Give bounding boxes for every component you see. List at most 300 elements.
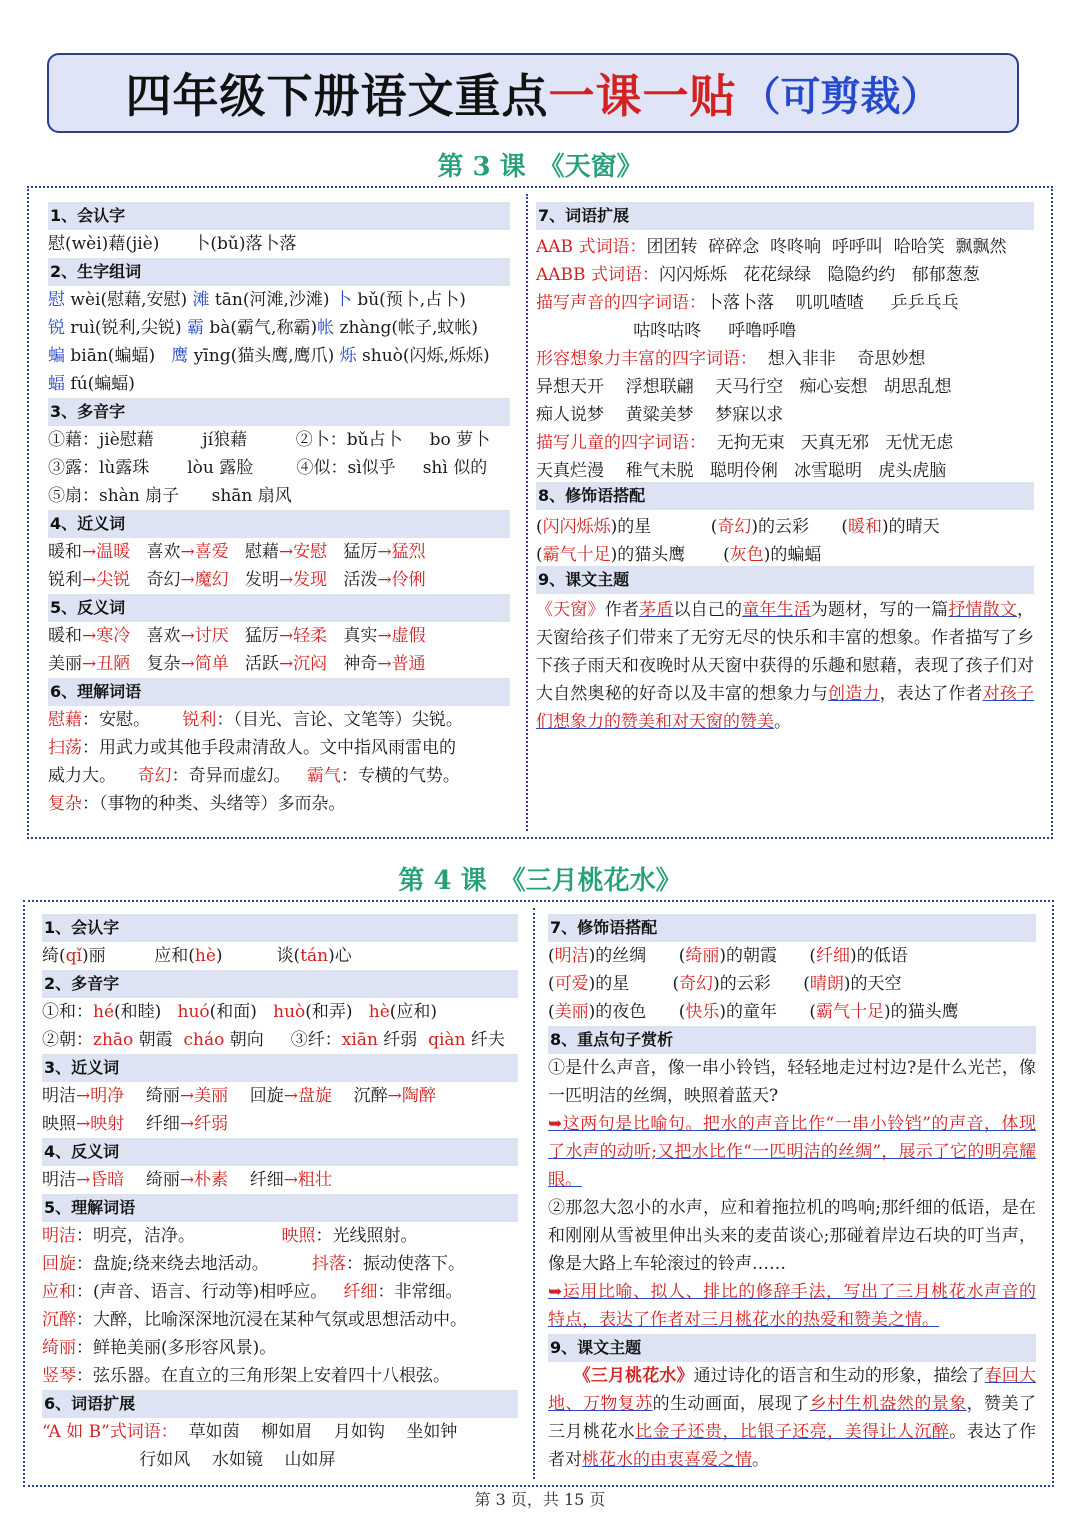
section-heading: 3、近义词 [42,1054,518,1082]
text-run: 霸 [187,318,204,338]
text-run: 绮丽 [42,1338,76,1358]
text-run: 扫荡 [48,738,82,758]
section-heading: 5、理解词语 [42,1194,518,1222]
text-run: 活跃 [228,654,279,674]
text-line [42,1110,518,1138]
text-run: 真实 [327,626,378,646]
text-line [536,286,1034,314]
text-run: 蝙 [48,346,65,366]
text-run: ：明亮，洁净。 [76,1226,282,1246]
text-line [48,454,510,482]
text-run: 的生动画面，展现了 [652,1394,810,1414]
text-run: 回旋 [228,1086,284,1106]
text-run [548,1366,582,1386]
text-run: jiè [99,430,120,450]
section-heading: 1、会认字 [42,914,518,942]
text-run: →朴素 [179,1170,229,1190]
section-heading: 6、词语扩展 [42,1390,518,1418]
text-line [548,998,1036,1026]
text-run: 想入非非 奇思妙想 [757,349,926,369]
text-run: qiàn [428,1030,466,1050]
text-line [536,538,1034,566]
text-run: ：大醉，比喻深深地沉浸在某种气氛或思想活动中。 [76,1310,467,1330]
text-run: 。 [752,1450,769,1470]
theme-paragraph [548,1362,1036,1474]
sentence-1: ①是什么声音，像一串小铃铛，轻轻地走过村边?是什么光芒，像一匹明洁的丝绸，映照着蓝天? [548,1058,1036,1106]
text-run: →昏暗 [76,1170,125,1190]
text-run: →明净 [76,1086,125,1106]
text-run: tán [300,946,329,966]
text-run: AABB 式词语： [536,265,659,285]
text-line [42,942,518,970]
text-run: bo [429,430,451,450]
text-run: 狼藉 ②卜： [213,430,347,450]
text-line [48,314,510,342]
text-line [42,1418,518,1446]
text-run: 为题材，写的一篇 [810,600,949,620]
text-run: 奇幻 [137,766,172,786]
text-run: →虚假 [377,626,426,646]
text-run: (和睦) [114,1002,178,1022]
text-run: →沉闷 [278,654,328,674]
text-run: 露珠 [115,458,188,478]
text-block [48,426,510,510]
text-run: lù [99,458,116,478]
text-run: )的云彩 ( [751,517,849,537]
text-block [548,942,1036,1026]
text-run: hè [194,946,216,966]
text-run: 作者 [604,600,640,620]
text-block [536,510,1034,566]
text-block [48,538,510,594]
text-run: 明洁 [42,1086,76,1106]
text-run: huò [273,1002,306,1022]
text-run: 春回大地、万物复苏 [548,1366,1036,1414]
text-run: ⑤扇： [48,486,99,506]
text-run: ，天窗给孩子们带来了无穷无尽的快乐和丰富的想象。作者描写了乡下孩子雨天和夜晚时从天窗中获得的乐趣和慰藉，表现了孩子们对大自然奥秘的好奇以及丰富的想象力与 [536,600,1035,704]
text-run: 绮丽 [124,1086,180,1106]
text-run: 扇子 [139,486,212,506]
text-run: 似的 [447,458,488,478]
text-run: bà(霸气,称霸) [204,318,318,338]
section-heading: 2、生字组词 [48,258,510,286]
text-run: 无拘无束 天真无邪 无忧无虑 [706,433,954,453]
text-run: ( [536,517,543,537]
text-run: ( [548,946,555,966]
text-run: ruì(锐利,尖锐) [65,318,187,338]
text-run: 美丽 [48,654,82,674]
text-run: zhàng(帐子,蚊帐) [334,318,479,338]
section-heading: 6、理解词语 [48,678,510,706]
text-run: bǔ(预卜,占卜) [351,290,466,310]
text-line [48,286,510,314]
text-run: shì [422,458,448,478]
text-run: 卜 [334,290,352,310]
text-run: 。 [774,712,791,732]
text-run: 抒情散文 [948,600,1018,620]
text-run: ：（事物的种类、头绪等）多而杂。 [82,794,346,814]
text-run: ③露： [48,458,99,478]
text-run: wèi(慰藉,安慰) [65,290,193,310]
text-line [536,398,1034,426]
text-run: )的夜色 ( [588,1002,686,1022]
text-run: →盘旋 [283,1086,332,1106]
text-run: 扇风 [252,486,292,506]
text-run: )的天空 [843,974,902,994]
text-run: 纤细 [228,1170,284,1190]
text-run: 描写儿童的四字词语： [536,433,706,453]
lesson4-left-column [42,914,518,1474]
text-line [548,942,1036,970]
text-run: xiān [341,1030,378,1050]
text-run: 似乎 [361,458,423,478]
text-run: 对孩子们想象力的赞美和对天窗的赞美 [536,684,1035,732]
text-run: ：专横的气势。 [340,766,460,786]
text-run: 天真烂漫 稚气未脱 聪明伶俐 冰雪聪明 虎头虎脑 [536,461,947,481]
text-run: →安慰 [278,542,328,562]
text-run: →丑陋 [82,654,131,674]
text-run: 以自己的 [673,600,743,620]
section-heading: 2、多音字 [42,970,518,998]
text-line [536,426,1034,454]
text-block [42,1166,518,1194]
text-run: 抖落 [311,1254,346,1274]
text-run: →寒冷 [82,626,131,646]
text-run: ：安慰。 [82,710,183,730]
text-run: 霸气十足 [542,545,611,565]
text-run: 比金子还贵，比银子还亮，美得让人沉醉 [635,1422,950,1442]
text-run: hè [368,1002,390,1022]
text-run: 喜欢 [130,542,181,562]
text-line [536,370,1034,398]
text-run: 纤夫 [465,1030,505,1050]
lesson3-right-column [536,202,1034,736]
text-run: 朝霞 [133,1030,184,1050]
text-line [42,1026,518,1054]
text-run: ( [548,1002,555,1022]
text-block [42,1222,518,1390]
text-run: 锐 [48,318,65,338]
text-run: 回旋 [42,1254,76,1274]
text-run: shàn [99,486,140,506]
text-run: ：奇异而虚幻。 [171,766,307,786]
text-run: 绮( [42,946,66,966]
text-run: 喜欢 [130,626,181,646]
lesson3-title: 第 3 课 《天窗》 [437,152,643,182]
text-run: zhāo [93,1030,134,1050]
text-run: 沉醉 [332,1086,388,1106]
text-run: biān(蝙蝠) [65,346,172,366]
text-line [42,998,518,1026]
text-run: 活泼 [327,570,378,590]
text-run: 鹰 [171,346,189,366]
text-line [536,258,1034,286]
analysis-2: ➥运用比喻、拟人、排比的修辞手法，写出了三月桃花水声音的特点，表达了作者对三月桃花水的热爱和赞美之情。 [548,1282,1036,1330]
text-line [48,538,510,566]
text-run: ，表达了作者 [879,684,983,704]
text-run: 异想天开 浮想联翩 天马行空 痴心妄想 胡思乱想 [536,377,952,397]
section-heading: 8、重点句子赏析 [548,1026,1036,1054]
text-run: ①藉： [48,430,99,450]
text-run: 桃花水的由衷喜爱之情 [582,1450,752,1470]
text-run: 快乐 [685,1002,720,1022]
text-run: →发现 [278,570,328,590]
text-line [48,566,510,594]
text-block [42,998,518,1054]
text-run: 复杂 [130,654,181,674]
text-run: 威力大。 [48,766,138,786]
text-line [536,342,1034,370]
text-run: 奇幻 [130,570,181,590]
text-run: ：鲜艳美丽(多形容风景)。 [76,1338,277,1358]
text-line [42,1222,518,1250]
text-run: 团团转 碎碎念 咚咚响 呼呼叫 哈哈笑 飘飘然 [646,237,1007,257]
text-run: )的猫头鹰 [884,1002,959,1022]
text-run: 霸气 [306,766,341,786]
text-line [42,1334,518,1362]
text-run: →温暖 [82,542,131,562]
text-run: 美丽 [554,1002,589,1022]
text-run: 奇幻 [717,517,752,537]
text-line [536,314,1034,342]
text-run: 草如茵 柳如眉 月如钩 坐如钟 [177,1422,458,1442]
text-run: ，赞美了三月桃花水 [548,1394,1037,1442]
text-run: 暖和 [48,626,82,646]
text-run: →简单 [180,654,229,674]
text-run: ：弦乐器。在直立的三角形架上安着四十八根弦。 [76,1366,450,1386]
text-run: 锐利 [48,570,82,590]
text-run: 暖和 [48,542,82,562]
banner-note: （可剪裁） [740,73,941,120]
text-run: lòu [187,458,214,478]
text-line: 慰(wèi)藉(jiè) 卜(bǔ)落卜落 [48,234,297,254]
text-run: fú(蝙蝠) [65,374,135,394]
text-run: 露脸 ④似： [213,458,348,478]
text-block [42,1418,518,1474]
section-heading: 7、词语扩展 [536,202,1034,230]
text-run: 茅盾 [639,600,674,620]
text-run: 猛厉 [327,542,378,562]
text-run: 慰藉 [48,710,82,730]
text-run: →喜爱 [180,542,229,562]
text-line [48,622,510,650]
text-run: )的丝绸 ( [588,946,686,966]
text-run: (应和) [389,1002,438,1022]
text-line [48,706,510,734]
text-run: →尖锐 [82,570,131,590]
text-run: 霸气十足 [816,1002,885,1022]
text-line [48,342,510,370]
text-run: ：用武力或其他手段肃清敌人。文中指风雨雷电的 [82,738,456,758]
text-run: 。表达了作者对 [548,1422,1037,1470]
text-run: 沉醉 [42,1310,76,1330]
text-run: 明洁 [554,946,589,966]
text-line [48,482,510,510]
text-run: ：(声音、语言、行动等)相呼应。 [76,1282,344,1302]
text-block [536,230,1034,482]
text-run: ②朝： [42,1030,93,1050]
text-line [42,1250,518,1278]
text-run: 烁 [339,346,357,366]
text-run: 晴朗 [809,974,844,994]
text-run: 绮丽 [124,1170,180,1190]
section-heading: 8、修饰语搭配 [536,482,1034,510]
text-run: cháo [183,1030,225,1050]
text-line [48,370,510,398]
text-run: 奇幻 [679,974,714,994]
text-run: ( [536,545,543,565]
text-run: ：非常细。 [377,1282,463,1302]
text-run: ：振动使落下。 [345,1254,465,1274]
text-run: 行如风 水如镜 山如屏 [42,1450,336,1470]
text-run: shuò(闪烁,烁烁) [356,346,490,366]
theme-paragraph [536,596,1034,736]
text-run: 占卜 [368,430,430,450]
text-run: →粗壮 [283,1170,332,1190]
text-run: →魔幻 [180,570,229,590]
lesson4-title: 第 4 课 《三月桃花水》 [398,866,682,896]
text-run: sì [347,458,362,478]
text-run: →普通 [377,654,426,674]
lesson4-right-column [548,914,1036,1474]
text-run: shān [211,486,253,506]
text-run: 明洁 [42,1226,76,1246]
text-run: 锐利 [182,710,217,730]
text-line [48,650,510,678]
text-run: →纤弱 [179,1114,229,1134]
text-run: )的晴天 [882,517,940,537]
text-run: 慰藉 [228,542,279,562]
text-run: →讨厌 [180,626,229,646]
text-run: )的云彩 ( [713,974,810,994]
text-run: →猛烈 [377,542,426,562]
text-run: hé [93,1002,115,1022]
text-run: 纤细 [124,1114,180,1134]
text-run: )的蝙蝠 [763,545,822,565]
banner-title: 四年级下册语文重点 [125,69,549,123]
text-run: ：（目光、言论、文笔等）尖锐。 [216,710,463,730]
text-run: “A 如 B”式词语： [42,1422,178,1442]
text-run: )的星 ( [588,974,680,994]
text-run: yīng(猫头鹰,鹰爪) [188,346,340,366]
text-run: 慰藉 [119,430,203,450]
text-run: 《天窗》 [536,600,605,620]
text-run: qǐ [65,946,82,966]
text-run: )心 [328,946,352,966]
text-line [536,454,1034,482]
section-heading: 7、修饰语搭配 [548,914,1036,942]
text-run: 创造力 [828,684,880,704]
text-run: 纤细 [343,1282,378,1302]
text-run: (和弄) [305,1002,369,1022]
text-run: 朝向 ③纤： [224,1030,342,1050]
section-heading: 9、课文主题 [548,1334,1036,1362]
text-run: 明洁 [42,1170,76,1190]
text-line [536,230,1034,258]
text-line [48,790,510,818]
text-block [42,942,518,970]
analysis-1: ➥这两句是比喻句。把水的声音比作“一串小铃铛”的声音，体现了水声的动听;又把水比作“一匹明洁的丝绸”，展示了它的明亮耀眼。 [548,1114,1036,1190]
text-run: 帐 [317,318,335,338]
text-run: 滩 [192,290,210,310]
text-run: 发明 [228,570,279,590]
section-heading: 4、近义词 [48,510,510,538]
text-line [42,1446,518,1474]
section-heading: 3、多音字 [48,398,510,426]
text-run: ) 谈( [215,946,301,966]
text-run: 竖琴 [42,1366,76,1386]
page-footer: 第 3 页，共 15 页 [474,1490,606,1509]
text-run: 蝠 [48,374,65,394]
text-run: 乡村生机盎然的景象 [809,1394,967,1414]
text-run: ①和： [42,1002,93,1022]
text-line [48,734,510,762]
text-run: huó [177,1002,210,1022]
text-run: AAB 式词语： [536,237,647,257]
text-line [48,426,510,454]
text-block [48,286,510,398]
lesson3-left-column [48,202,510,818]
text-run: 暖和 [848,517,883,537]
text-run: ( [548,974,555,994]
page-banner [47,53,1019,133]
text-block [48,706,510,818]
text-run: 萝卜 [450,430,491,450]
section-heading: 4、反义词 [42,1138,518,1166]
text-run: jí [202,430,214,450]
text-run: bǔ [346,430,369,450]
text-line [42,1306,518,1334]
text-run: 童年生活 [742,600,811,620]
text-run: ：光线照射。 [315,1226,418,1246]
text-run: →映射 [76,1114,125,1134]
text-run: 映照 [42,1114,76,1134]
text-run: )的朝霞 ( [719,946,817,966]
text-run: 纤细 [816,946,851,966]
section-heading: 9、课文主题 [536,566,1034,594]
text-run: 咕咚咕咚 呼噜呼噜 [536,321,797,341]
text-run: 神奇 [327,654,378,674]
text-run: 可爱 [554,974,589,994]
text-run: 卜落卜落 叽叽喳喳 乒乒乓乓 [706,293,959,313]
text-run: 痴人说梦 黄粱美梦 梦寐以求 [536,405,784,425]
text-run: →伶俐 [377,570,426,590]
text-line [42,1082,518,1110]
text-run: tān(河滩,沙滩) [209,290,335,310]
text-run: 闪闪烁烁 花花绿绿 隐隐约约 郁郁葱葱 [658,265,980,285]
text-line [536,510,1034,538]
text-run: 慰 [48,290,65,310]
text-run: )的童年 ( [719,1002,817,1022]
text-run: 绮丽 [685,946,720,966]
text-run: (和面) [209,1002,274,1022]
text-run: )的星 ( [610,517,718,537]
text-block [42,1082,518,1138]
text-run: ：盘旋;绕来绕去地活动。 [76,1254,312,1274]
banner-highlight: 一课一贴 [548,69,737,123]
text-run: 描写声音的四字词语： [536,293,706,313]
text-run: )丽 应和( [81,946,195,966]
text-run: 纤弱 [377,1030,429,1050]
text-line [42,1166,518,1194]
text-run: →轻柔 [278,626,328,646]
sentence-2: ②那忽大忽小的水声，应和着拖拉机的鸣响;那纤细的低语，是在和刚刚从雪被里伸出头来的麦苗谈心;那碰着岸边石块的叮当声，像是大路上车轮滚过的铃声…… [548,1198,1036,1274]
text-run: 应和 [42,1282,76,1302]
text-run: →美丽 [179,1086,229,1106]
text-line [48,762,510,790]
text-line [42,1278,518,1306]
text-run: 灰色 [729,545,764,565]
